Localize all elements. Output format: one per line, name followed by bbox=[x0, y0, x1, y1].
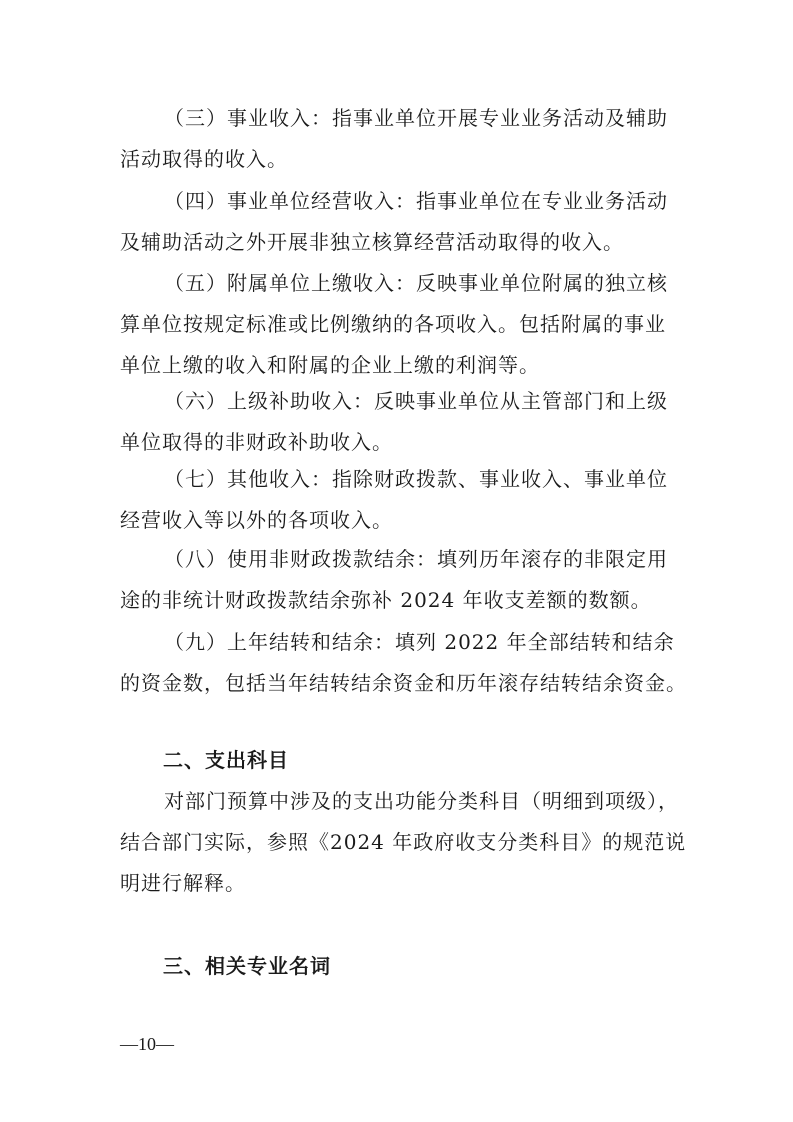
paragraph-line: 单位取得的非财政补助收入。 bbox=[120, 430, 393, 454]
paragraph-superior-subsidy bbox=[120, 381, 680, 463]
section-heading-terms: 三、相关专业名词 bbox=[163, 954, 331, 978]
paragraph-line: 活动取得的收入。 bbox=[120, 147, 288, 171]
paragraph-other-income bbox=[120, 459, 680, 541]
paragraph-line: 算单位按规定标准或比例缴纳的各项收入。包括附属的事业 bbox=[120, 312, 666, 336]
paragraph-line: （六）上级补助收入：反映事业单位从主管部门和上级 bbox=[164, 389, 668, 413]
paragraph-affiliated-income bbox=[120, 263, 680, 386]
paragraph-line: （四）事业单位经营收入：指事业单位在专业业务活动 bbox=[164, 189, 668, 213]
paragraph-line: （九）上年结转和结余：填列 2022 年全部结转和结余 bbox=[164, 630, 675, 654]
paragraph-shiye-income bbox=[120, 98, 680, 180]
paragraph-line: （八）使用非财政拨款结余：填列历年滚存的非限定用 bbox=[164, 547, 668, 571]
page-number: —10— bbox=[120, 1034, 174, 1054]
paragraph-line: 途的非统计财政拨款结余弥补 2024 年收支差额的数额。 bbox=[120, 588, 652, 612]
paragraph-carryover bbox=[120, 622, 687, 704]
paragraph-non-fiscal-balance bbox=[120, 539, 680, 621]
paragraph-expenditure-body bbox=[120, 781, 687, 904]
paragraph-line: 的资金数，包括当年结转结余资金和历年滚存结转结余资金。 bbox=[120, 671, 687, 695]
paragraph-line: 经营收入等以外的各项收入。 bbox=[120, 508, 393, 532]
paragraph-line: 明进行解释。 bbox=[120, 871, 246, 895]
paragraph-line: 单位上缴的收入和附属的企业上缴的利润等。 bbox=[120, 353, 540, 377]
paragraph-line: 对部门预算中涉及的支出功能分类科目（明细到项级）， bbox=[164, 789, 679, 813]
paragraph-line: 及辅助活动之外开展非独立核算经营活动取得的收入。 bbox=[120, 230, 624, 254]
paragraph-line: 结合部门实际，参照《2024 年政府收支分类科目》的规范说 bbox=[120, 830, 687, 854]
section-heading-expenditure: 二、支出科目 bbox=[163, 748, 289, 772]
paragraph-business-income bbox=[120, 181, 680, 263]
paragraph-line: （七）其他收入：指除财政拨款、事业收入、事业单位 bbox=[164, 467, 668, 491]
paragraph-line: （三）事业收入：指事业单位开展专业业务活动及辅助 bbox=[164, 106, 668, 130]
paragraph-line: （五）附属单位上缴收入：反映事业单位附属的独立核 bbox=[164, 271, 668, 295]
